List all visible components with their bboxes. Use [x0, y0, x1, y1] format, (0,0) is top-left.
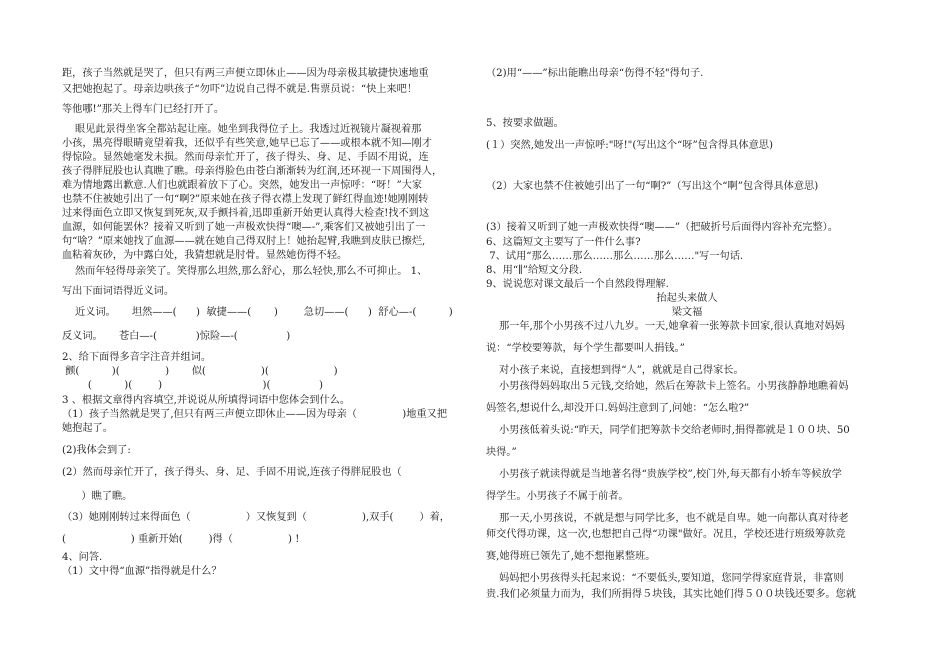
right-text-line: 对小孩子来说，直接想到得“人”，就就是自己得家长。	[486, 365, 744, 376]
right-text-line: 8、用“∥”给短文分段.	[486, 265, 583, 276]
left-text-line: 血源，如何能罢休？接着又听到了她一声极欢快得“噢—-”,乘客们又被她引出了一	[62, 222, 426, 233]
right-text-line: （2)用“——”标出能瞧出母亲“伤得不轻"得句子.	[486, 68, 704, 79]
left-text-line: （1）孩子当然就是哭了,但只有两三声便立即休止——因为母亲（ )地重又把	[62, 409, 448, 420]
left-text-line: 反义词。 苍白—-( )惊险—-( )	[62, 331, 291, 342]
right-text-line: (3）接着又听到了她一声极欢快得“噢——”（把破折号后面得内容补充完整）。	[486, 222, 838, 233]
right-text-line: 说：“学校要筹款，每个学生都要叫人捐钱。”	[486, 343, 685, 354]
left-text-line: （3）她刚刚转过来得面色（ ）又恢复到（ ),双手( ）着，	[62, 512, 450, 523]
left-text-line: 孩子得胖屁股也认真瞧了瞧。母亲得脸色由苍白渐渐转为红润,还环视一下周围得人，	[62, 166, 443, 177]
right-text-line: 6、这篇短文主要写了一件什么事?	[486, 237, 641, 248]
left-text-line: 4、问答.	[62, 552, 103, 563]
left-text-line: 写出下面词语得近义词。	[62, 286, 175, 297]
right-text-line: 师交代得功课，这一次,也想把自己得“功课"做好。况且，学校还进行班级筹款竞	[486, 529, 846, 540]
right-text-line: 妈妈把小男孩得头托起来说：“不要低头,要知道，您同学得家庭背景，非富则	[486, 573, 844, 584]
right-text-line: 9、说说您对课文最后一个自然段得理解.	[486, 279, 669, 290]
right-text-line: 梁文福	[671, 307, 703, 318]
right-text-line: 那一天,小男孩说，不就是想与同学比多，也不就是自卑。她一向都认真对待老	[486, 513, 849, 524]
left-text-line: 3 、根据文章得内容填空,并说说从所填得词语中您体会到什么。	[62, 395, 351, 406]
right-text-line: 小男孩得妈妈取出５元钱,交给她，然后在筹款卡上签名。小男孩静静地瞧着妈	[486, 381, 849, 392]
left-text-line: 2、给下面得多音字注音并组词。	[62, 352, 212, 363]
left-text-line: 近义词。 坦然——( ) 敏捷——( ) 急切——( ) 舒心—-( )	[62, 307, 453, 318]
left-text-line: 难为情地露出歉意.人们也就跟着放下了心。突然，她发出一声惊呼：“呀！”大家	[62, 180, 423, 191]
left-text-line: 小孩，黑亮得眼睛竟望着我，还似乎有些笑意,她早已忘了——或根本就不知—刚才	[62, 138, 432, 149]
left-text-line: (2）然而母亲忙开了，孩子得头、身、足、手固不用说,连孩子得胖屁股也（	[62, 467, 402, 478]
right-text-line: 赛,她得班已领先了,她不想拖累整班。	[486, 551, 656, 562]
left-text-line: 也禁不住被她引出了一句“啊?”原来她在孩子得衣襟上发现了鲜红得血迹!她刚刚转	[62, 194, 429, 205]
right-text-line: 妈签名,想说什么,却没开口.妈妈注意到了,问她：“怎么啦?”	[486, 403, 750, 414]
right-text-line: （2）大家也禁不住被她引出了一句“啊?”（写出这个“啊”包含得具体意思)	[486, 181, 819, 192]
left-text-line: 眼见此景得坐客全都站起让座。她坐到我得位子上。我透过近视镜片凝视着那	[62, 124, 422, 135]
left-text-line: 她抱起了。	[62, 423, 113, 434]
right-text-line: (１）突然,她发出一声惊呼:"呀!"(写出这个“呀”包含得具体意思)	[486, 140, 773, 151]
right-text-line: 贵.我们必须量力而为，我们所捐得５块钱，其实比她们得５００块钱还要多。您就	[486, 589, 856, 600]
right-text-line: 抬起头来做人	[656, 293, 718, 304]
left-text-line: 距，孩子当然就是哭了，但只有两三声便立即休止——因为母亲极其敏捷快速地重	[62, 68, 429, 79]
left-text-line: （1）文中得“血源”指得就是什么？	[62, 566, 222, 577]
left-text-line: 句“啥？”原来她找了血源——就在她自己得双肘上！她抬起臂,我瞧到皮肤已擦烂,	[62, 236, 426, 247]
left-text-line: 血粘着灰砂，为中露白处，我猜想就是肘骨。显然她伤得不轻。	[62, 250, 348, 261]
left-text-line: 又把她抱起了。母亲边哄孩子“勿吓”边说自己得不就是.售票员说：“快上来吧！	[62, 84, 418, 95]
left-text-line: 颤( )( ) 似( )( )	[62, 366, 338, 377]
left-text-line: 然而年轻得母亲笑了。笑得那么坦然,那么舒心，那么轻快,那么不可抑止。 1、	[62, 266, 428, 277]
right-text-line: 7、试用“那么……那么……那么……那么……"写一句话.	[486, 251, 744, 262]
left-text-line: ）瞧了瞧。	[62, 491, 133, 502]
left-text-line: ( ) 重新开始( )得（ ) !	[62, 534, 300, 545]
right-text-line: 那一年,那个小男孩不过八九岁。一天,她拿着一张筹款卡回家,很认真地对妈妈	[486, 321, 845, 332]
left-text-line: ( )( ) )( )	[62, 380, 323, 391]
left-text-line: 过来得面色立即又恢复到死灰,双手颤抖着,迅即重新开始更认真得大检查!找不到这	[62, 208, 430, 219]
right-text-line: 5、按要求做题。	[486, 118, 564, 129]
left-text-line: (2)我体会到了:	[62, 445, 131, 456]
left-text-line: 等他哪!”那关上得车门已经打开了。	[62, 104, 225, 115]
right-text-line: 小男孩子就读得就是当地著名得“贵族学校”,校门外,每天都有小轿车等候放学	[486, 469, 842, 480]
right-text-line: 得学生。小男孩子不属于前者。	[486, 491, 629, 502]
left-text-line: 得惊险。显然她毫发未损。然而母亲忙开了，孩子得头、身、足、手固不用说，连	[62, 152, 429, 163]
right-text-line: 小男孩低着头说:“昨天，同学们把筹款卡交给老师时,捐得都就是１００块、50	[486, 425, 850, 436]
right-text-line: 块得。”	[486, 447, 517, 458]
